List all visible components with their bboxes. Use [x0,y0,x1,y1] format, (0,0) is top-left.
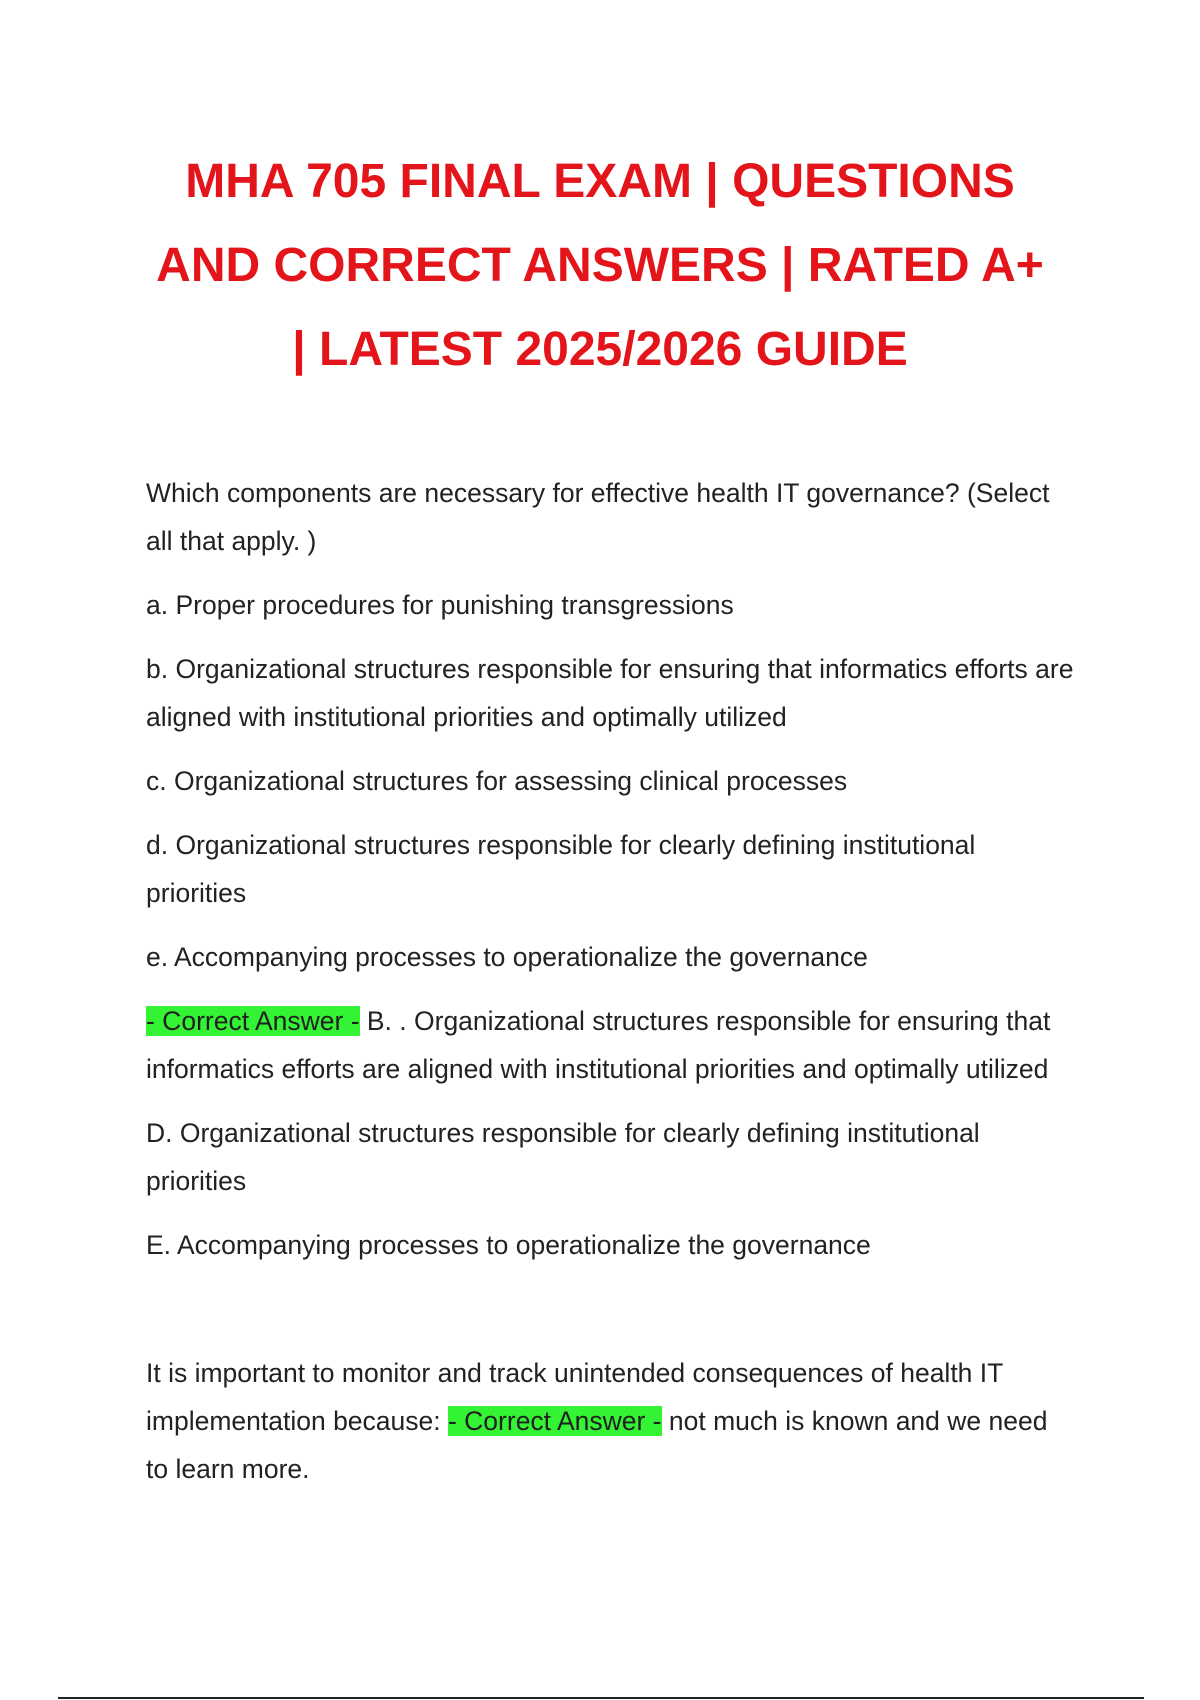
title-line-1: MHA 705 FINAL EXAM | QUESTIONS [185,155,1015,208]
question-1-option-c: c. Organizational structures for assessing clinical processes [146,766,848,796]
title-line-2: AND CORRECT ANSWERS | RATED A+ [156,239,1044,292]
title-line-3: | LATEST 2025/2026 GUIDE [292,323,908,376]
correct-answer-highlight: - Correct Answer - [146,1006,360,1036]
question-1-option-b: b. Organizational structures responsible for ensuring that informatics efforts are aligned with institutional priorities and optimally utilized [146,654,1074,732]
footer-divider [58,1697,1144,1699]
question-2-answer-text: not much is known and we need to learn more. [146,1406,1048,1484]
question-1-prompt: Which components are necessary for effective health IT governance? (Select all that apply. ) [146,478,1050,556]
question-1-answer-text: B. . Organizational structures responsible for ensuring that informatics efforts are aligned with institutional priorities and optimally utilized [146,1006,1051,1084]
question-2-prompt: It is important to monitor and track unintended consequences of health IT implementation because: [146,1358,1003,1436]
correct-answer-highlight: - Correct Answer - [447,1406,662,1436]
question-1-answer-e: E. Accompanying processes to operationalize the governance [146,1230,871,1260]
document-body [146,469,1076,1509]
question-1-option-d: d. Organizational structures responsible for clearly defining institutional priorities [146,830,976,908]
question-1-option-e: e. Accompanying processes to operationalize the governance [146,942,868,972]
question-1-option-a: a. Proper procedures for punishing transgressions [146,590,734,620]
page-title [140,140,1060,392]
question-1-answer [146,997,1076,1093]
question-1-answer-d: D. Organizational structures responsible for clearly defining institutional priorities [146,1118,980,1196]
question-2 [146,1349,1076,1493]
